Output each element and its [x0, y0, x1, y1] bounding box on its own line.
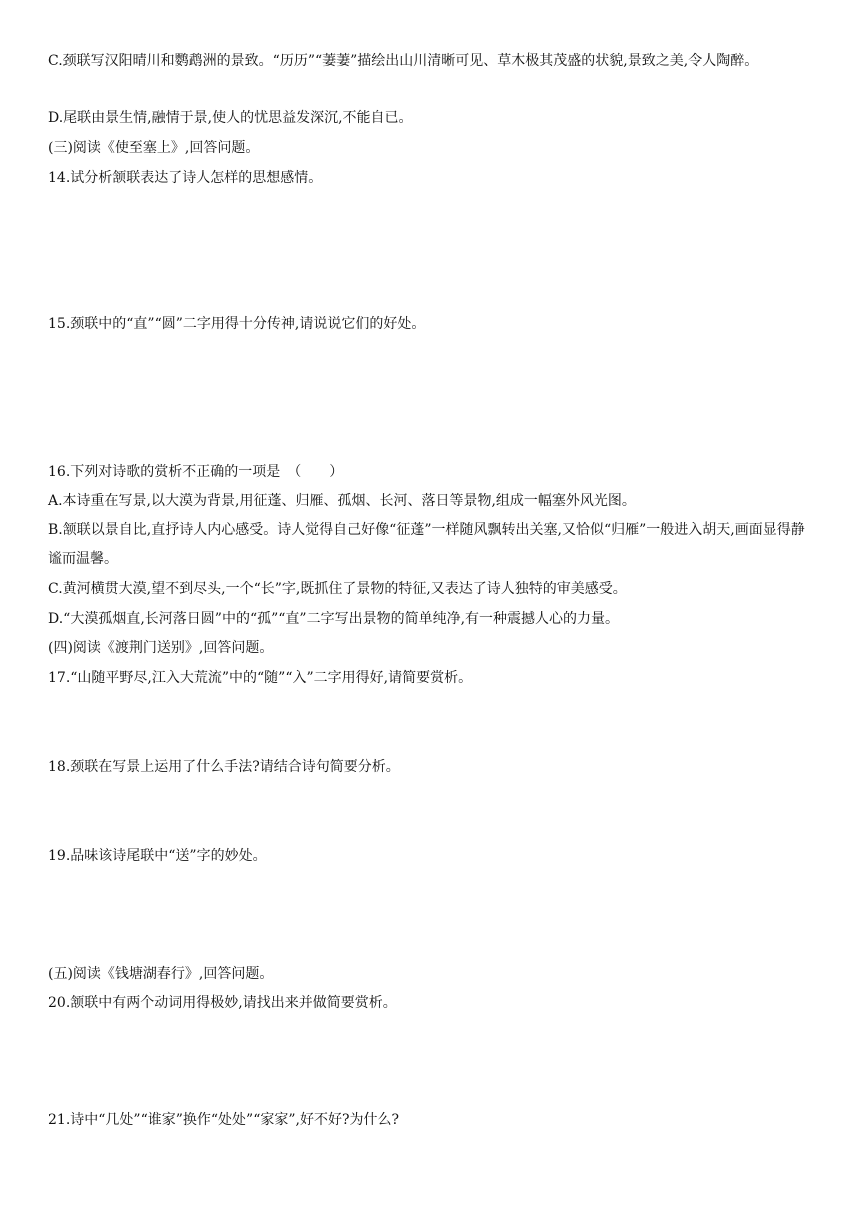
option-16-c: C.黄河横贯大漠,望不到尽头,一个“长”字,既抓住了景物的特征,又表达了诗人独特的审美感受。 — [48, 581, 627, 597]
question-16: 16.下列对诗歌的赏析不正确的一项是 （ ） — [48, 464, 344, 480]
question-14: 14.试分析颔联表达了诗人怎样的思想感情。 — [48, 170, 323, 186]
question-21: 21.诗中“几处”“谁家”换作“处处”“家家”,好不好?为什么? — [48, 1112, 399, 1128]
option-16-d: D.“大漠孤烟直,长河落日圆”中的“孤”“直”二字写出景物的简单纯净,有一种震撼人心的力量。 — [48, 611, 620, 627]
section-3-heading: (三)阅读《使至塞上》,回答问题。 — [48, 140, 260, 156]
option-c-jinglian: C.颈联写汉阳晴川和鹦鹉洲的景致。“历历”“萋萋”描绘出山川清晰可见、草木极其茂盛的状貌,景致之美,令人陶醉。 — [48, 53, 759, 69]
section-4-heading: (四)阅读《渡荆门送别》,回答问题。 — [48, 640, 274, 656]
question-17: 17.“山随平野尽,江入大荒流”中的“随”“入”二字用得好,请简要赏析。 — [48, 670, 473, 686]
option-16-b: B.颔联以景自比,直抒诗人内心感受。诗人觉得自己好像“征蓬”一样随风飘转出关塞,又恰似“归雁”一般进入胡天,画面显得静谧而温馨。 — [48, 522, 805, 567]
question-19: 19.品味该诗尾联中“送”字的妙处。 — [48, 848, 267, 864]
question-18: 18.颈联在写景上运用了什么手法?请结合诗句简要分析。 — [48, 759, 400, 775]
option-d-weilian: D.尾联由景生情,融情于景,使人的忧思益发深沉,不能自已。 — [48, 110, 413, 126]
section-5-heading: (五)阅读《钱塘湖春行》,回答问题。 — [48, 966, 274, 982]
question-20: 20.颔联中有两个动词用得极妙,请找出来并做简要赏析。 — [48, 995, 397, 1011]
question-15: 15.颈联中的“直”“圆”二字用得十分传神,请说说它们的好处。 — [48, 316, 426, 332]
option-16-a: A.本诗重在写景,以大漠为背景,用征蓬、归雁、孤烟、长河、落日等景物,组成一幅塞外风光图。 — [48, 493, 636, 509]
